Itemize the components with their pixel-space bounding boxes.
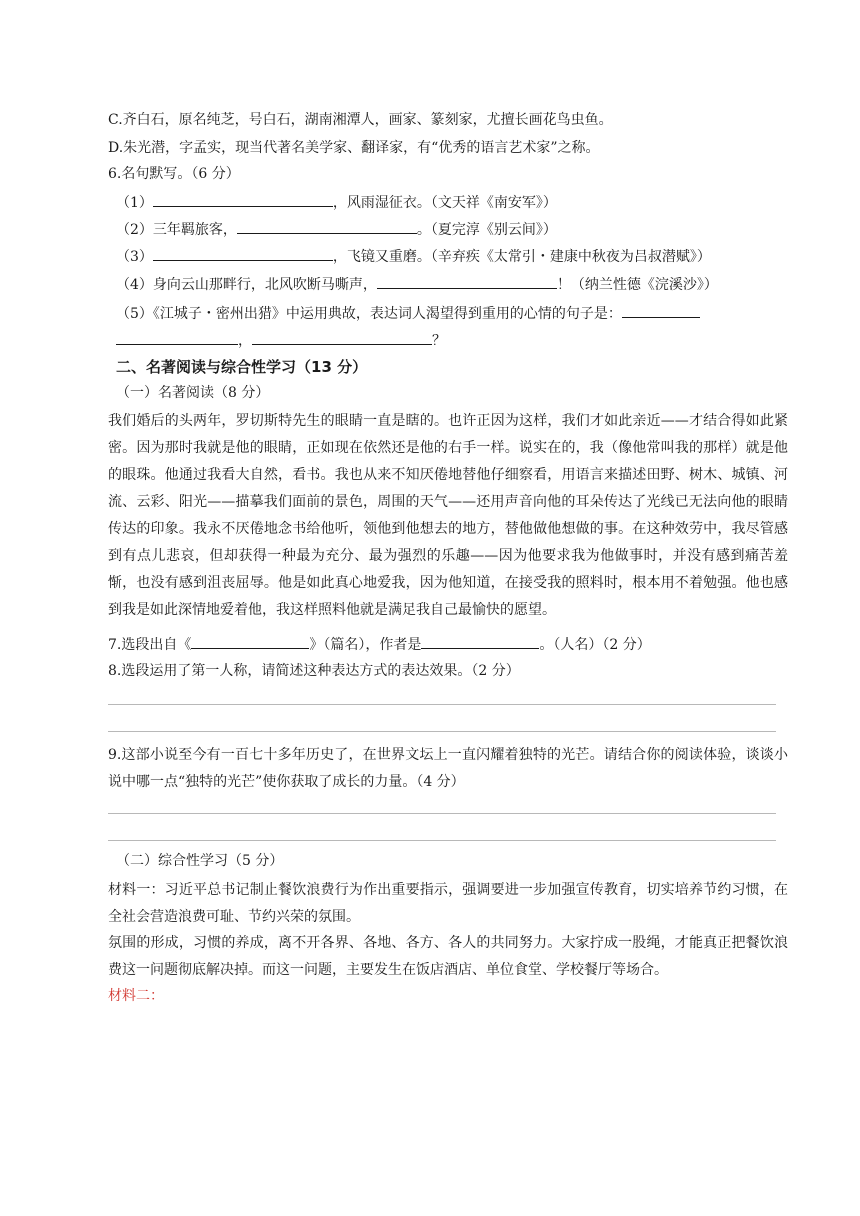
q6-line-1-prefix: （1） xyxy=(116,195,153,211)
material-2-label: 材料二： xyxy=(108,988,164,1004)
answer-blank[interactable] xyxy=(153,246,333,261)
q7-part-a: 7.选段出自《 xyxy=(108,637,192,653)
answer-blank[interactable] xyxy=(153,192,333,207)
q6-line-5 xyxy=(116,303,700,324)
q6-line-1-suffix: ，风雨湿征衣。（文天祥《南安军》） xyxy=(332,195,557,211)
answer-line[interactable] xyxy=(108,813,776,814)
q6-line-3-prefix: （3） xyxy=(116,249,153,265)
material-1-continued: 氛围的形成，习惯的养成，离不开各界、各地、各方、各人的共同努力。大家拧成一股绳，才能真正把餐饮浪费这一问题彻底解决掉。而这一问题，主要发生在饭店酒店、单位食堂、学校餐厅等场合。 xyxy=(108,935,788,978)
answer-blank[interactable] xyxy=(622,303,700,318)
q7-part-c: 。（人名）（2 分） xyxy=(539,637,651,653)
q6-line-5-text: （5）《江城子・密州出猎》中运用典故，表达词人渴望得到重用的心情的句子是： xyxy=(116,306,622,322)
q6-line-2-suffix: 。（夏完淳《别云间》） xyxy=(416,222,557,238)
q7-part-b: 》（篇名），作者是 xyxy=(309,637,422,653)
q6-line-3-suffix: ，飞镜又重磨。（辛弃疾《太常引・建康中秋夜为吕叔潜赋》） xyxy=(332,249,711,265)
subsection-2-title: （二）综合性学习（5 分） xyxy=(116,853,284,869)
q6-line-2-prefix: （2）三年羁旅客， xyxy=(116,222,237,238)
q6-line-4-suffix: ！（纳兰性德《浣溪沙》） xyxy=(556,277,718,293)
q6-line-2 xyxy=(116,219,557,240)
reading-passage: 我们婚后的头两年，罗切斯特先生的眼睛一直是瞎的。也许正因为这样，我们才如此亲近——才结合得如此紧密。因为那时我就是他的眼睛，正如现在依然还是他的右手一样。说实在的，我（像他常叫我的那样）就是他的眼珠。他通过我看大自然，看书。我也从来不知厌倦地替他仔细察看，用语言来描述田野、树木、城镇、河流、云彩、阳光——描摹我们面前的景色，周围的天气——还用声音向他的耳朵传达了光线已无法向他的眼睛传达的印象。我永不厌倦地念书给他听，领他到他想去的地方，替他做他想做的事。在这种效劳中，我尽管感到有点儿悲哀，但却获得一种最为充分、最为强烈的乐趣——因为他要求我为他做事时，并没有感到痛苦羞惭，也没有感到沮丧屈辱。他是如此真心地爱我，因为他知道，在接受我的照料时，根本用不着勉强。他也感到我是如此深情地爱着他，我这样照料他就是满足我自己最愉快的愿望。 xyxy=(108,413,788,618)
q6-line-4-prefix: （4）身向云山那畔行，北风吹断马嘶声， xyxy=(116,277,377,293)
answer-blank-title[interactable] xyxy=(191,634,309,649)
q6-title: 6.名句默写。（6 分） xyxy=(108,166,240,182)
section-2-title: 二、名著阅读与综合性学习（13 分） xyxy=(116,358,368,376)
q8: 8.选段运用了第一人称，请简述这种表达方式的表达效果。（2 分） xyxy=(108,663,520,679)
q9: 9.这部小说至今有一百七十多年历史了，在世界文坛上一直闪耀着独特的光芒。请结合你的阅读体验，谈谈小说中哪一点“独特的光芒”使你获取了成长的力量。（4 分） xyxy=(108,747,788,790)
answer-line[interactable] xyxy=(108,704,776,705)
q7 xyxy=(108,634,651,655)
q6-line-5-end: ？ xyxy=(432,333,446,349)
q6-line-1 xyxy=(116,192,557,213)
answer-blank[interactable] xyxy=(252,330,432,345)
material-1: 材料一：习近平总书记制止餐饮浪费行为作出重要指示，强调要进一步加强宣传教育，切实培养节约习惯，在全社会营造浪费可耻、节约兴荣的氛围。 xyxy=(108,882,788,925)
answer-blank[interactable] xyxy=(116,330,238,345)
q6-line-5-cont: ， ？ xyxy=(116,330,446,351)
option-d: D.朱光潜，字孟实，现当代著名美学家、翻译家，有“优秀的语言艺术家”之称。 xyxy=(108,140,600,156)
answer-line[interactable] xyxy=(108,731,776,732)
answer-blank[interactable] xyxy=(377,274,557,289)
answer-blank-author[interactable] xyxy=(421,634,539,649)
subsection-1-title: （一）名著阅读（8 分） xyxy=(116,385,270,401)
option-c: C.齐白石，原名纯芝，号白石，湖南湘潭人，画家、篆刻家，尤擅长画花鸟虫鱼。 xyxy=(108,112,613,128)
q6-line-4 xyxy=(116,274,718,295)
answer-line[interactable] xyxy=(108,840,776,841)
q6-line-3 xyxy=(116,246,711,267)
answer-blank[interactable] xyxy=(237,219,417,234)
